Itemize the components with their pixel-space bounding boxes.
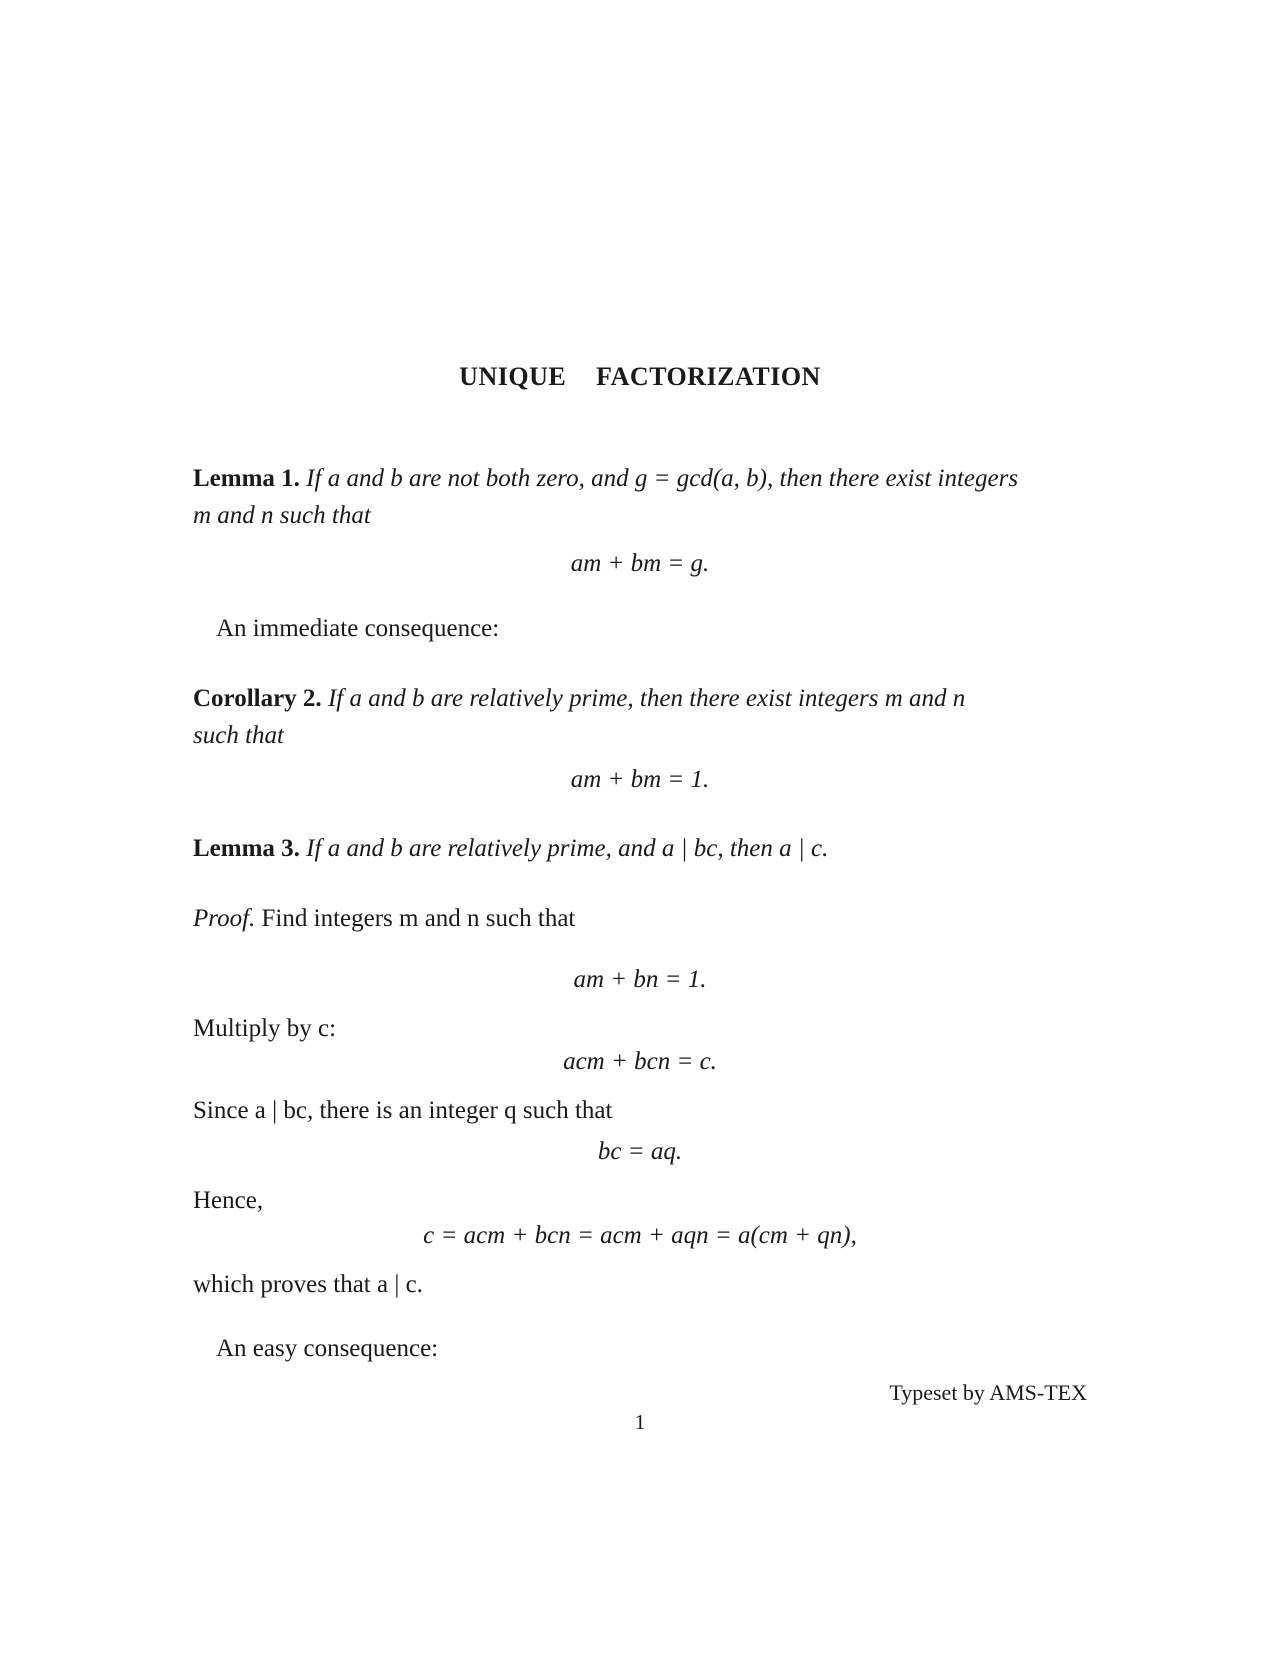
lemma-3-statement: If a and b are relatively prime, and a | bc, then a | c. [306,835,829,862]
proof-since: Since a | bc, there is an integer q such that [193,1097,613,1124]
lemma-3-label: Lemma 3. [193,835,300,862]
proof-intro-text: Find integers m and n such that [261,905,576,932]
easy-consequence: An easy consequence: [216,1335,439,1362]
proof-equation-3: bc = aq. [597,1138,683,1165]
corollary-2-line-2: such that [193,722,284,749]
lemma-1-line-2: m and n such that [193,502,371,529]
typeset-by-note: Typeset by AMS-TEX [889,1380,1087,1405]
page-title: UNIQUE FACTORIZATION [459,362,821,391]
corollary-2-line-1: If a and b are relatively prime, then there exist integers m and n [327,685,966,712]
proof-multiply: Multiply by c: [193,1015,337,1042]
proof-intro [193,900,1085,937]
proof-equation-2: acm + bcn = c. [563,1048,717,1075]
lemma-1-equation: am + bm = g. [570,550,710,577]
lemma-3 [193,830,1085,867]
lemma-1-line-1: If a and b are not both zero, and g = gcd(a, b), then there exist integers [306,465,1019,492]
lemma-1 [193,460,1085,534]
proof-equation-4: c = acm + bcn = acm + aqn = a(cm + qn), [423,1222,857,1249]
proof-hence: Hence, [193,1187,264,1214]
page-number: 1 [634,1410,646,1434]
corollary-2 [193,680,1085,754]
proof-label: Proof. [193,905,256,932]
proof-equation-1: am + bn = 1. [573,966,707,993]
corollary-2-equation: am + bm = 1. [570,766,710,793]
proof-conclusion: which proves that a | c. [193,1271,423,1298]
corollary-2-label: Corollary 2. [193,685,322,712]
immediate-consequence: An immediate consequence: [216,615,500,642]
lemma-1-label: Lemma 1. [193,465,300,492]
